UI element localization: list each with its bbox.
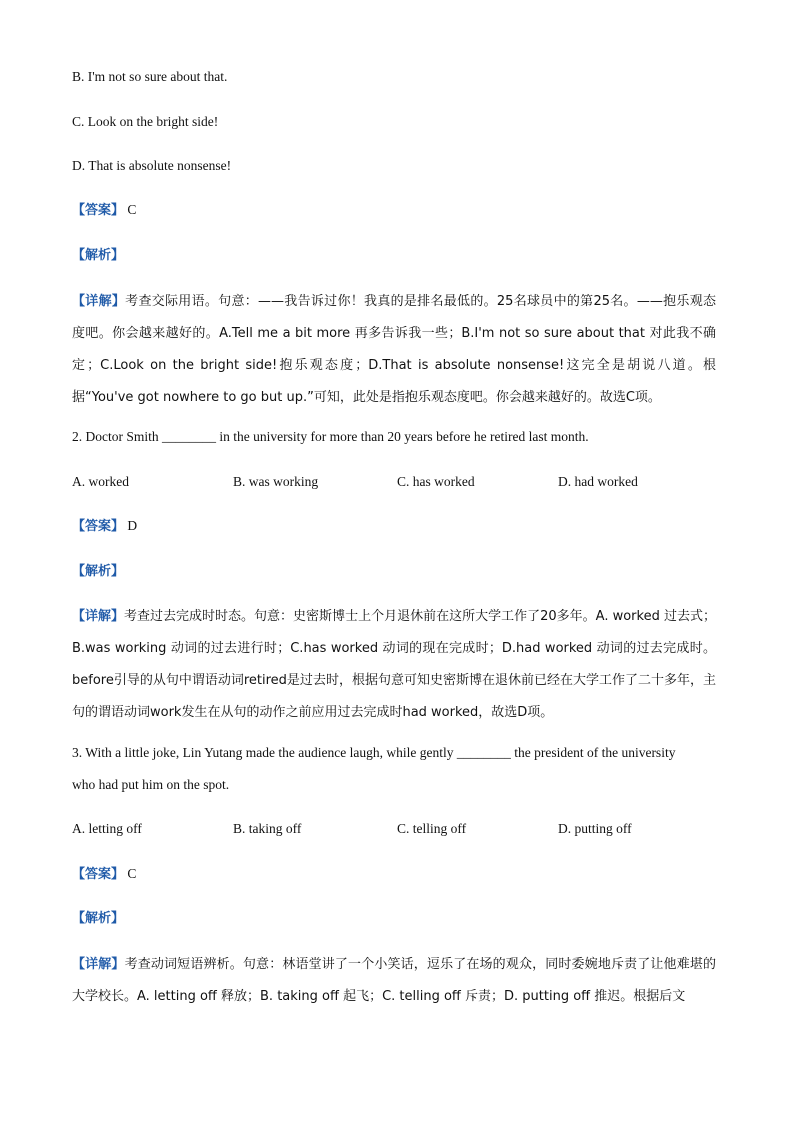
analysis-tag: 【解析】	[72, 911, 125, 926]
q2-analysis-row	[72, 562, 124, 581]
question-3-option-c: C. telling off	[397, 821, 467, 836]
question-3-option-b: B. taking off	[233, 821, 302, 836]
answer-tag: 【答案】	[72, 867, 125, 882]
option-b: B. I'm not so sure about that.	[72, 69, 228, 84]
question-3-option-d: D. putting off	[558, 821, 632, 836]
answer-value: D	[127, 518, 138, 533]
detail-text: 考查动词短语辨析。句意：林语堂讲了一个小笑话，逗乐了在场的观众，同时委婉地斥责了让他难堪的大学校长。A. letting off 释放；B. taking off 起飞；C. telling off 斥责；D. putting off 推迟。根据后文	[72, 957, 716, 1004]
detail-text: 考查过去完成时时态。句意：史密斯博士上个月退休前在这所大学工作了20多年。A. worked 过去式；B.was working 动词的过去进行时；C.has worked 动词的现在完成时；D.had worked 动词的过去完成时。before引导的从句中谓语动词retired是过去时，根据句意可知史密斯博在退休前已经在大学工作了二十多年，主句的谓语动词work发生在从句的动作之前应用过去完成时had worked，故选D项。	[72, 609, 716, 720]
detail-tag: 【详解】	[72, 609, 125, 624]
answer-value: C	[127, 866, 137, 881]
analysis-tag: 【解析】	[72, 248, 125, 263]
detail-text: 考查交际用语。句意：——我告诉过你！我真的是排名最低的。25名球员中的第25名。——抱乐观态度吧。你会越来越好的。A.Tell me a bit more 再多告诉我一些；B.I'm not so sure about that 对此我不确定；C.Look on the bright side!抱乐观态度；D.That is absolute nonsense!这完全是胡说八道。根据“You've got nowhere to go but up.”可知，此处是指抱乐观态度吧。你会越来越好的。故选C项。	[72, 294, 716, 405]
detail-tag: 【详解】	[72, 294, 126, 309]
analysis-tag: 【解析】	[72, 564, 125, 579]
detail-paragraph	[72, 285, 716, 413]
q2-answer-row	[72, 517, 137, 536]
answer-value: C	[127, 202, 137, 217]
question-3-option-a: A. letting off	[72, 821, 142, 836]
answer-row	[72, 201, 136, 220]
answer-tag: 【答案】	[72, 203, 125, 218]
option-d: D. That is absolute nonsense!	[72, 158, 232, 173]
q3-detail-paragraph	[72, 948, 716, 1012]
q3-analysis-row	[72, 909, 124, 928]
question-2-option-a: A. worked	[72, 474, 129, 489]
question-3-stem-line-1: 3. With a little joke, Lin Yutang made the audience laugh, while gently ________ the president of the university	[72, 745, 676, 760]
answer-tag: 【答案】	[72, 519, 125, 534]
question-2-option-b: B. was working	[233, 474, 319, 489]
question-2-option-d: D. had worked	[558, 474, 638, 489]
analysis-row	[72, 246, 124, 265]
option-c: C. Look on the bright side!	[72, 114, 219, 129]
q3-answer-row	[72, 865, 136, 884]
question-2-stem: 2. Doctor Smith ________ in the university for more than 20 years before he retired last month.	[72, 429, 589, 444]
q2-detail-paragraph	[72, 600, 716, 728]
detail-tag: 【详解】	[72, 957, 125, 972]
question-2-option-c: C. has worked	[397, 474, 475, 489]
question-3-stem-line-2: who had put him on the spot.	[72, 777, 230, 792]
